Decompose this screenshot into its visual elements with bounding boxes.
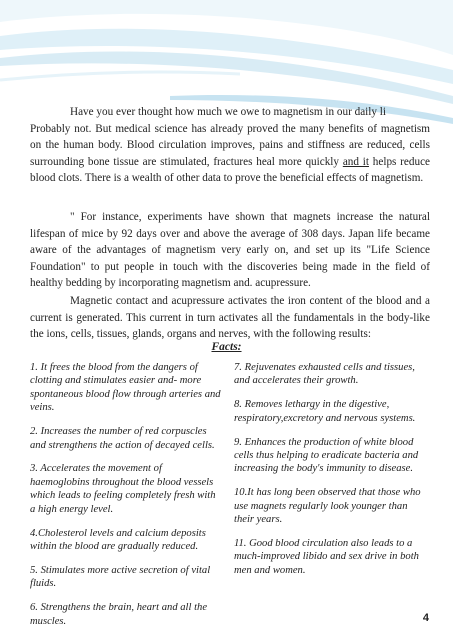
fact-item: 5. Stimulates more active secretion of vital fluids. bbox=[30, 564, 211, 590]
fact-item: 10.It has long been observed that those who use magnets regularly look younger than their years. bbox=[234, 487, 421, 526]
facts-heading: Facts: bbox=[211, 341, 242, 353]
intro-paragraph bbox=[30, 104, 430, 187]
fact-item: 2. Increases the number of red corpuscles and strengthens the action of decayed cells. bbox=[30, 426, 215, 451]
fact-item: 8. Removes lethargy in the digestive, respiratory,excretory and nervous systems. bbox=[234, 399, 416, 424]
fact-item: 3. Accelerates the movement of haemoglobins throughout the blood vessels which leads to feeling completely fresh with a high energy level. bbox=[30, 463, 216, 515]
fact-item: 1. It frees the blood from the dangers of clotting and stimulates easier and- more spontaneous blood flow through arteries and veins. bbox=[30, 362, 221, 414]
fact-item: 4.Cholesterol levels and calcium deposits within the blood are gradually reduced. bbox=[30, 527, 206, 552]
fact-item: 11. Good blood circulation also leads to a much-improved libido and sex drive in both men and women. bbox=[234, 538, 419, 576]
page-number: 4 bbox=[422, 612, 429, 624]
fact-item: 9. Enhances the production of white blood cells thus helping to eradicate bacteria and increasing the body's immunity to disease. bbox=[234, 436, 419, 475]
facts-column-left bbox=[30, 361, 222, 639]
experiment-paragraph: " For instance, experiments have shown that magnets increase the natural lifespan of mice by 92 days over and above the average of 308 days. Japan life became aware of the advantages of magnetism very early on, and set up its "Life Science Foundation" to put people in touch with the discoveries being made in the field of healthy bedding by incorporating magnetism and. acupressure. bbox=[30, 211, 430, 290]
acupressure-paragraph: Magnetic contact and acupressure activates the iron content of the blood and a current is generated. This current in turn activates all the fundamentals in the body-like the ions, cells, tissues, glands, organs and nerves, with the following results: bbox=[30, 295, 430, 341]
fact-item: 6. Strengthens the brain, heart and all the muscles. bbox=[30, 602, 208, 627]
facts-column-right bbox=[234, 361, 430, 588]
underlined-phrase: and it bbox=[342, 155, 369, 168]
fact-item: 7. Rejuvenates exhausted cells and tissues, and accelerates their growth. bbox=[234, 362, 415, 387]
intro-line-1: Have you ever thought how much we owe to magnetism in our daily li bbox=[70, 106, 386, 118]
intro-text-end: helps reduce blood clots. There is a wealth of other data to prove the beneficial effects of magnetism. bbox=[30, 155, 430, 185]
intro-text: Probably not. But medical science has already proved the many benefits of magnetism on the human body. Blood circulation improves, pains and stiffness are reduced, cells surrounding bone tissue are stimulated, fractures heal more quickly bbox=[30, 122, 430, 168]
